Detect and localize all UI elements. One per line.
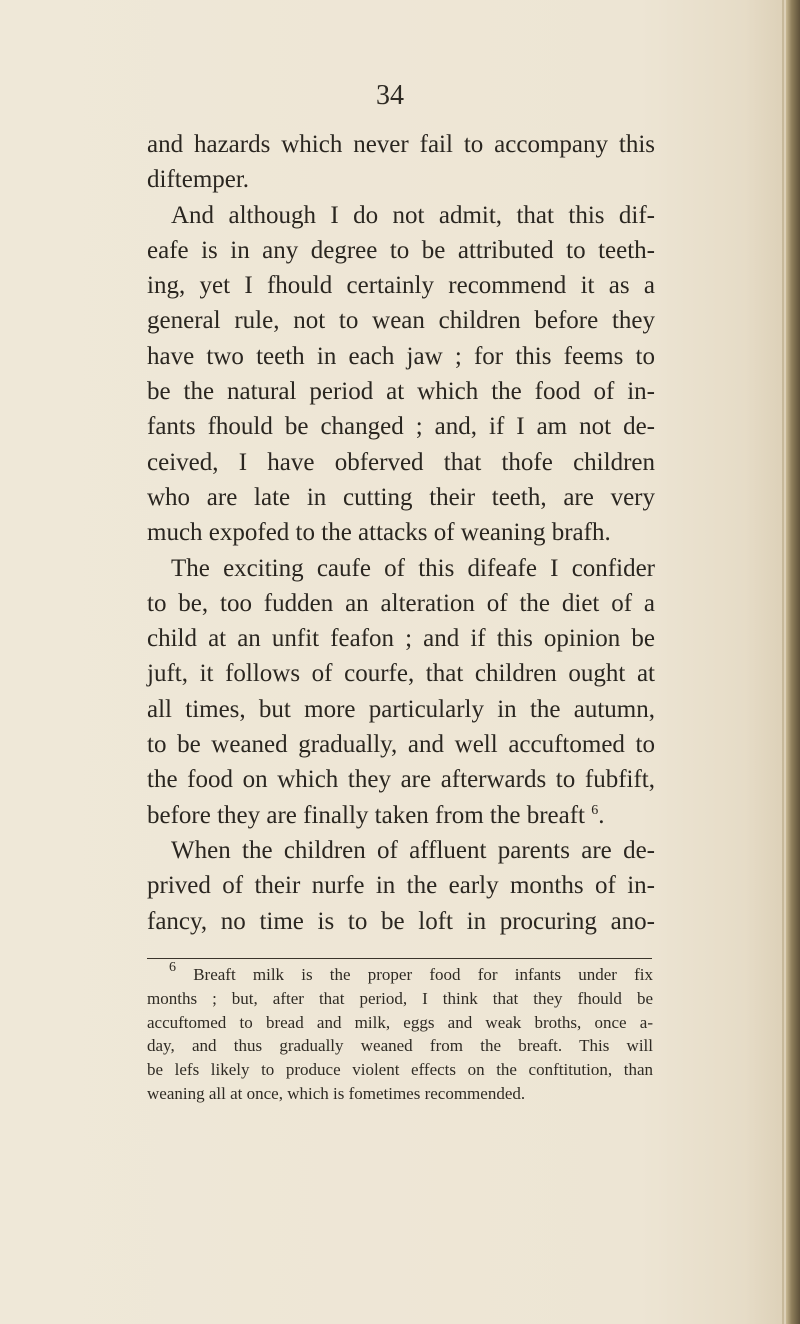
text-line-with-note: before they are finally taken from the breaft $^6$. xyxy=(147,801,605,829)
footnote-line: weaning all at once, which is fometimes recommended. xyxy=(147,1083,526,1103)
text-line: the food on which they are afterwards to fubfift, xyxy=(147,766,655,794)
text-line: ceived, I have obferved that thofe children xyxy=(147,448,655,476)
text-line: to be weaned gradually, and well accuftomed to xyxy=(147,731,655,759)
footnote-line: accuftomed to bread and milk, eggs and weak broths, once a- xyxy=(147,1012,653,1032)
page-gutter-shadow xyxy=(782,0,784,1324)
text-line: child at an unfit feafon ; and if this opinion be xyxy=(147,625,655,653)
text-line: have two teeth in each jaw ; for this feems to xyxy=(147,342,655,370)
text-line: and hazards which never fail to accompany this xyxy=(147,131,655,158)
text-line: fants fhould be changed ; and, if I am not de- xyxy=(147,413,655,441)
text-line: general rule, not to wean children before they xyxy=(147,307,655,335)
book-spine-edge xyxy=(786,0,800,1324)
footnote-line-with-marker xyxy=(147,960,653,987)
text-line: When the children of affluent parents are de- xyxy=(171,836,655,864)
text-line: much expofed to the attacks of weaning brafh. xyxy=(147,519,611,547)
text-line: diftemper. xyxy=(147,166,250,194)
text-line: The exciting caufe of this difeafe I confider xyxy=(171,554,655,582)
text-line: before they are finally taken from the breaft xyxy=(147,801,585,829)
text-line: And although I do not admit, that this dif- xyxy=(171,201,655,229)
text-line: fancy, no time is to be loft in procuring ano- xyxy=(147,907,655,935)
text-line: prived of their nurfe in the early months of in- xyxy=(147,872,655,900)
main-text xyxy=(147,127,655,939)
footnote-line: be lefs likely to produce violent effects on the conftitution, than xyxy=(147,1060,653,1080)
text-line: to be, too fudden an alteration of the diet of a xyxy=(147,589,655,617)
footnote-line: day, and thus gradually weaned from the breaft. This will xyxy=(147,1036,653,1056)
text-line: who are late in cutting their teeth, are very xyxy=(147,483,655,511)
footnote-marker: 6 xyxy=(169,960,176,975)
footnote-divider xyxy=(147,958,652,959)
text-line: juft, it follows of courfe, that children ought at xyxy=(147,660,655,688)
text-line: be the natural period at which the food of in- xyxy=(147,378,655,406)
footnote xyxy=(147,960,653,1106)
text-line: ing, yet I fhould certainly recommend it as a xyxy=(147,272,655,300)
footnote-line: months ; but, after that period, I think that they fhould be xyxy=(147,988,653,1008)
text-line: eafe is in any degree to be attributed to teeth- xyxy=(147,236,655,264)
footnote-line: Breaft milk is the proper food for infants under fix xyxy=(193,965,653,984)
page-number: 34 xyxy=(376,80,404,111)
footnote-reference: 6 xyxy=(591,802,599,818)
text-line: all times, but more particularly in the autumn, xyxy=(147,695,655,723)
